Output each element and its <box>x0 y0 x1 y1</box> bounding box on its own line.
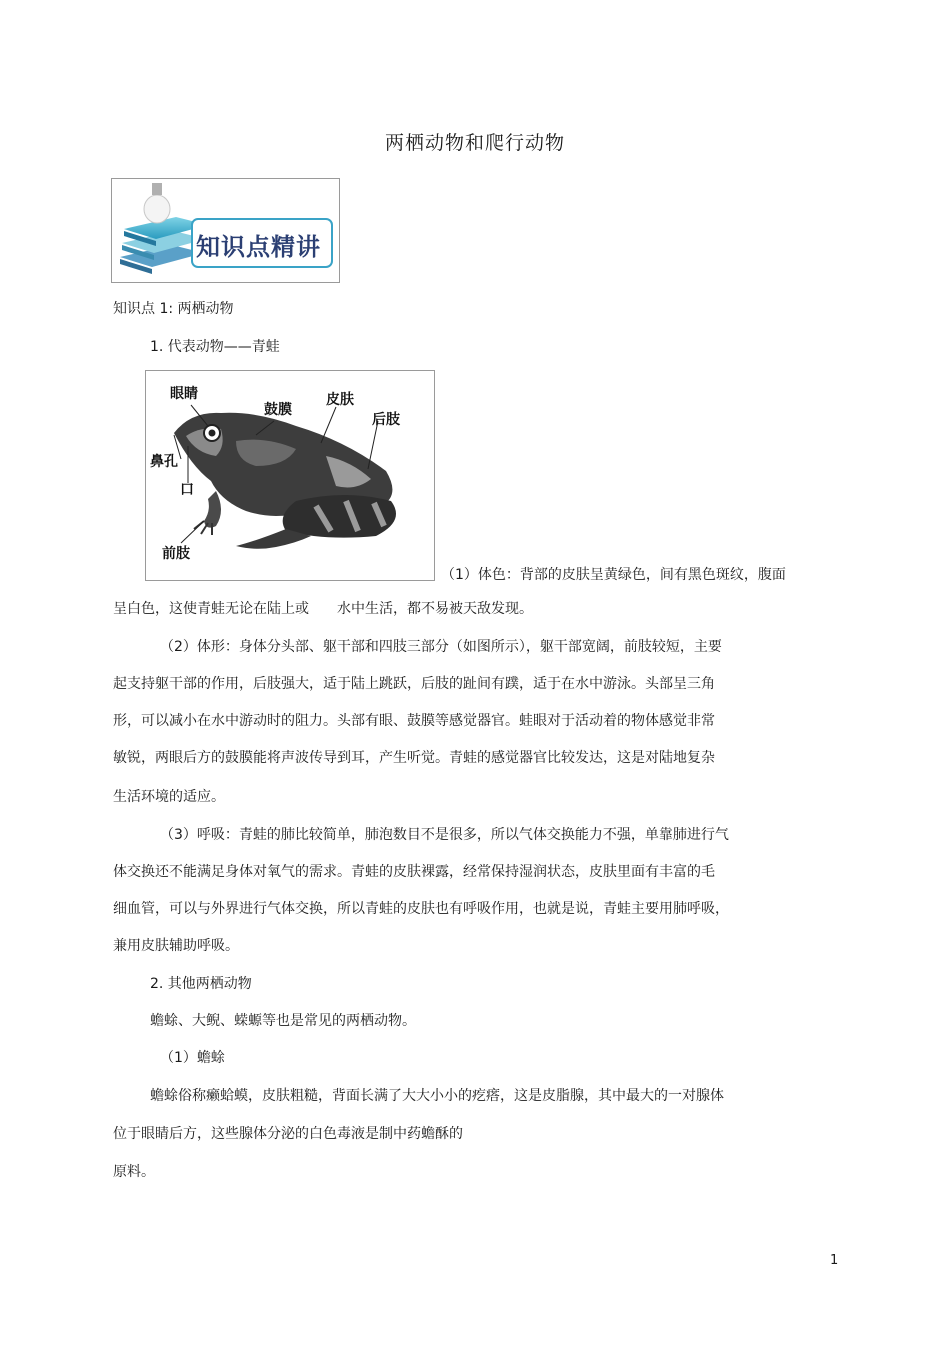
text-line: （3）呼吸：青蛙的肺比较简单，肺泡数目不是很多，所以气体交换能力不强，单靠肺进行气 <box>160 827 729 843</box>
frog-label-skin: 皮肤 <box>326 392 354 408</box>
text-line: （2）体形：身体分头部、躯干部和四肢三部分（如图所示），躯干部宽阔，前肢较短，主要 <box>160 639 722 655</box>
text-line: 形，可以减小在水中游动时的阻力。头部有眼、鼓膜等感觉器官。蛙眼对于活动着的物体感觉非常 <box>113 713 715 729</box>
frog-label-eardrum: 鼓膜 <box>264 402 292 418</box>
text-line: 生活环境的适应。 <box>113 789 225 805</box>
frog-label-forelimb: 前肢 <box>162 546 190 562</box>
text-line: 兼用皮肤辅助呼吸。 <box>113 938 239 954</box>
text-line: 敏锐，两眼后方的鼓膜能将声波传导到耳，产生听觉。青蛙的感觉器官比较发达，这是对陆地复杂 <box>113 750 715 766</box>
frog-label-hindlimb: 后肢 <box>372 412 400 428</box>
text-line: 位于眼睛后方，这些腺体分泌的白色毒液是制中药蟾酥的 <box>113 1126 463 1142</box>
text-line: （1）蟾蜍 <box>160 1050 225 1066</box>
page-number: 1 <box>830 1253 839 1268</box>
text-line: 蟾蜍俗称癞蛤蟆，皮肤粗糙，背面长满了大大小小的疙瘩，这是皮脂腺，其中最大的一对腺体 <box>150 1088 724 1104</box>
frog-label-mouth: 口 <box>180 482 194 498</box>
section-heading: 知识点 1: 两栖动物 <box>113 301 234 317</box>
page-title: 两栖动物和爬行动物 <box>384 132 565 154</box>
knowledge-banner <box>111 178 340 283</box>
text-line: 细血管，可以与外界进行气体交换，所以青蛙的皮肤也有呼吸作用，也就是说，青蛙主要用肺呼吸， <box>113 901 729 917</box>
text-line: （1）体色：背部的皮肤呈黄绿色，间有黑色斑纹，腹面 <box>441 567 786 583</box>
text-line: 体交换还不能满足身体对氧气的需求。青蛙的皮肤裸露，经常保持湿润状态，皮肤里面有丰富的毛 <box>113 864 715 880</box>
frog-label-eye: 眼睛 <box>170 386 198 402</box>
banner-text: 知识点精讲 <box>196 233 321 261</box>
text-line: 蟾蜍、大鲵、蝾螈等也是常见的两栖动物。 <box>150 1013 416 1029</box>
item-heading: 1. 代表动物——青蛙 <box>150 339 280 355</box>
frog-label-nostril: 鼻孔 <box>150 454 178 470</box>
text-line: 起支持躯干部的作用，后肢强大，适于陆上跳跃，后肢的趾间有蹼，适于在水中游泳。头部呈三角 <box>113 676 715 692</box>
frog-diagram <box>145 370 435 581</box>
text-line: 2. 其他两栖动物 <box>150 976 252 992</box>
text-line: 呈白色，这使青蛙无论在陆上或 水中生活，都不易被天敌发现。 <box>113 601 533 617</box>
text-line: 原料。 <box>113 1164 155 1180</box>
